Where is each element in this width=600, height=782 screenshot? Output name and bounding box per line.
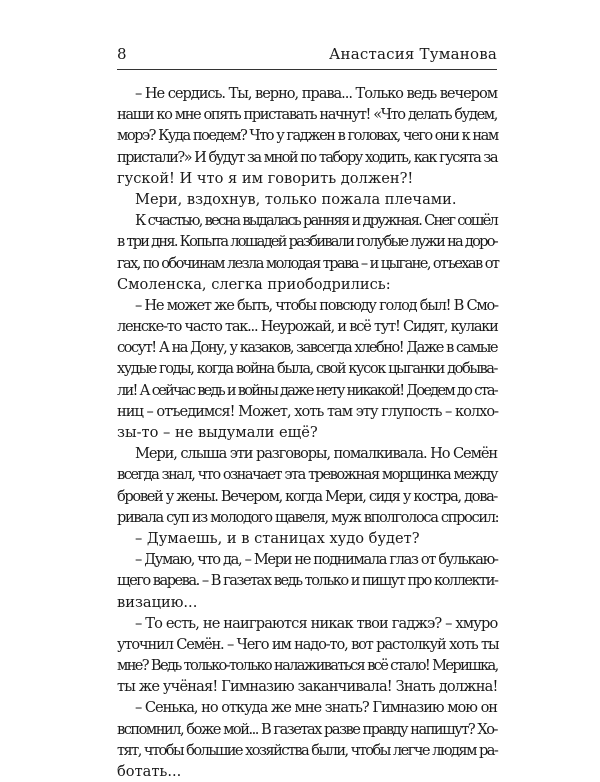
page-header bbox=[117, 44, 497, 66]
body-text bbox=[117, 83, 497, 782]
text-line: ли! А сейчас ведь и войны даже нету никакой! Доедем до ста- bbox=[117, 381, 497, 399]
text-line: сосут! А на Дону, у казаков, завсегда хлебно! Даже в самые bbox=[117, 339, 497, 357]
text-line: ты же учёная! Гимназию заканчивала! Знать должна! bbox=[117, 678, 498, 696]
text-line: Мери, слыша эти разговоры, помалкивала. Но Семён bbox=[135, 445, 497, 463]
text-line: Смоленска, слегка приободрились: bbox=[117, 275, 391, 293]
text-line: – То есть, не наиграются никак твои гаджэ? – хмуро bbox=[135, 614, 498, 632]
text-line: К счастью, весна выдалась ранняя и дружная. Снег сошёл bbox=[135, 212, 497, 230]
text-line: щего варева. – В газетах ведь только и пишут про коллекти- bbox=[117, 572, 498, 590]
text-line: ботать... bbox=[117, 763, 182, 780]
text-line: зы-то – не выдумали ещё? bbox=[117, 424, 318, 441]
text-line: гах, по обочинам лезла молодая трава – и цыгане, отъехав от bbox=[117, 254, 499, 272]
page-number: 8 bbox=[117, 45, 127, 63]
text-line: – Сенька, но откуда же мне знать? Гимназию мою он bbox=[135, 699, 497, 717]
text-line: – Думаешь, и в станицах худо будет? bbox=[135, 529, 420, 547]
text-line: вспомнил, боже мой... В газетах разве правду напишут? Хо- bbox=[117, 720, 497, 738]
text-line: тят, чтобы большие хозяйства были, чтобы легче людям ра- bbox=[117, 741, 498, 759]
running-head-author: Анастасия Туманова bbox=[328, 45, 497, 63]
text-line: пристали?» И будут за мной по табору ходить, как гусята за bbox=[117, 148, 497, 166]
text-line: ривала суп из молодого щавеля, муж вполголоса спросил: bbox=[117, 508, 499, 526]
header-rule bbox=[117, 69, 497, 70]
text-line: всегда знал, что означает эта тревожная морщинка между bbox=[117, 466, 497, 484]
text-line: в три дня. Копыта лошадей разбивали голубые лужи на доро- bbox=[117, 233, 497, 251]
text-line: морэ? Куда поедем? Что у гаджен в головах, чего они к нам bbox=[117, 127, 498, 145]
text-line: бровей у жены. Вечером, когда Мери, сидя у костра, дова- bbox=[117, 487, 497, 505]
text-line: Мери, вздохнув, только пожала плечами. bbox=[135, 190, 457, 208]
text-line: наши ко мне опять приставать начнут! «Что делать будем, bbox=[117, 106, 497, 124]
text-line: уточнил Семён. – Чего им надо-то, вот растолкуй хоть ты bbox=[117, 635, 499, 653]
text-line: худые годы, когда война была, свой кусок цыганки добыва- bbox=[117, 360, 497, 378]
text-line: визацию... bbox=[117, 593, 198, 611]
text-line: ниц – отъедимся! Может, хоть там эту глупость – колхо- bbox=[117, 402, 499, 420]
text-line: мне? Ведь только-только налаживаться всё стало! Меришка, bbox=[117, 657, 498, 675]
text-line: ленске-то часто так... Неурожай, и всё тут! Сидят, кулаки bbox=[117, 318, 498, 336]
text-line: – Не может же быть, чтобы повсюду голод был! В Смо- bbox=[135, 296, 498, 314]
text-line: – Не сердись. Ты, верно, права... Только ведь вечером bbox=[135, 85, 497, 102]
text-line: гуской! И что я им говорить должен?! bbox=[117, 169, 414, 187]
text-line: – Думаю, что да, – Мери не поднимала глаз от булькаю- bbox=[135, 551, 498, 569]
